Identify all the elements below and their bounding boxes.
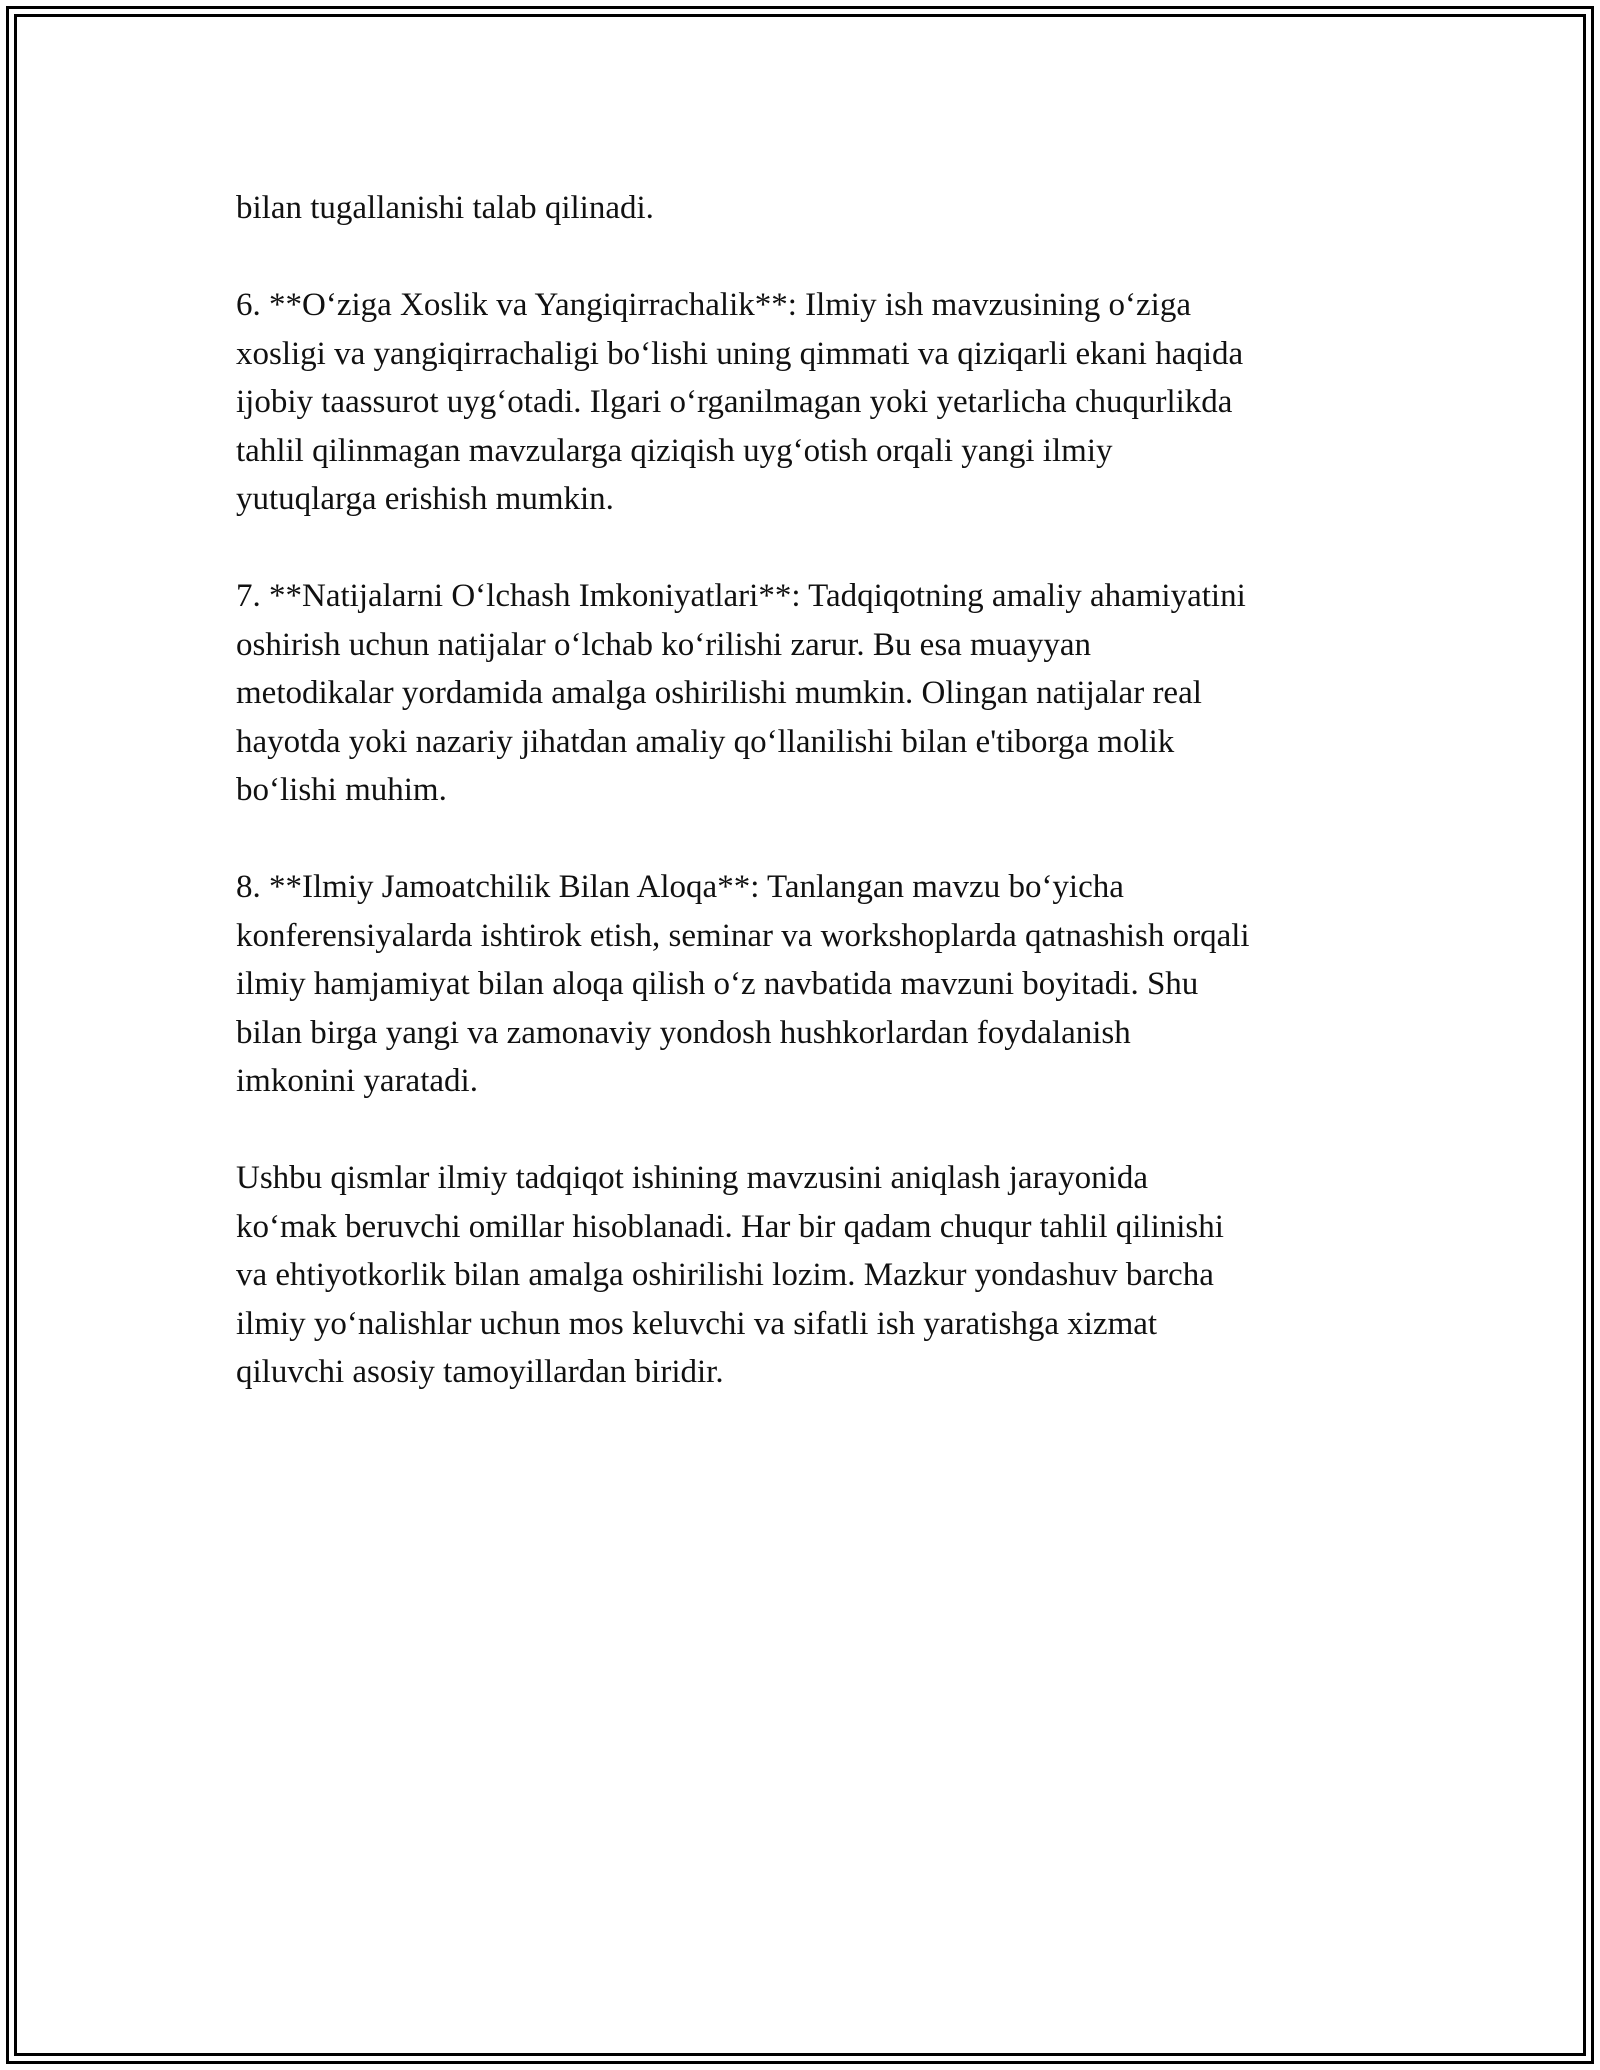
- text-line: oshirish uchun natijalar oʻlchab koʻrilishi zarur. Bu esa muayyan: [236, 626, 1092, 663]
- text-line: konferensiyalarda ishtirok etish, seminar va workshoplarda qatnashish orqali: [236, 917, 1250, 954]
- text-line: ijobiy taassurot uygʻotadi. Ilgari oʻrganilmagan yoki yetarlicha chuqurlikda: [236, 384, 1233, 420]
- text-line: koʻmak beruvchi omillar hisoblanadi. Har bir qadam chuqur tahlil qilinishi: [236, 1208, 1224, 1245]
- text-line: yutuqlarga erishish mumkin.: [236, 481, 614, 517]
- text-line: bilan tugallanishi talab qilinadi.: [236, 190, 654, 226]
- text-line: Ushbu qismlar ilmiy tadqiqot ishining mavzusini aniqlash jarayonida: [236, 1160, 1148, 1196]
- paragraph-item-6: [236, 281, 1376, 524]
- paragraph-item-7: [236, 572, 1376, 815]
- text-line: 8. **Ilmiy Jamoatchilik Bilan Aloqa**: Tanlangan mavzu boʻyicha: [236, 869, 1124, 905]
- text-line: va ehtiyotkorlik bilan amalga oshirilishi lozim. Mazkur yondashuv barcha: [236, 1257, 1214, 1293]
- text-line: tahlil qilinmagan mavzularga qiziqish uygʻotish orqali yangi ilmiy: [236, 432, 1113, 469]
- text-line: hayotda yoki nazariy jihatdan amaliy qoʻllanilishi bilan e'tiborga molik: [236, 723, 1175, 760]
- text-line: metodikalar yordamida amalga oshirilishi mumkin. Olingan natijalar real: [236, 675, 1202, 711]
- text-line: boʻlishi muhim.: [236, 772, 447, 808]
- text-line: bilan birga yangi va zamonaviy yondosh hushkorlardan foydalanish: [236, 1014, 1131, 1051]
- document-body: [236, 184, 1376, 1445]
- text-line: imkonini yaratadi.: [236, 1063, 478, 1099]
- text-line: ilmiy yoʻnalishlar uchun mos keluvchi va sifatli ish yaratishga xizmat: [236, 1305, 1158, 1342]
- paragraph-item-8: [236, 863, 1376, 1106]
- text-line: qiluvchi asosiy tamoyillardan biridir.: [236, 1354, 724, 1390]
- paragraph-conclusion: [236, 1154, 1376, 1397]
- paragraph-continuation: [236, 184, 1376, 233]
- text-line: ilmiy hamjamiyat bilan aloqa qilish oʻz navbatida mavzuni boyitadi. Shu: [236, 966, 1199, 1002]
- text-line: 7. **Natijalarni Oʻlchash Imkoniyatlari**: Tadqiqotning amaliy ahamiyatini: [236, 578, 1246, 614]
- text-line: 6. **Oʻziga Xoslik va Yangiqirrachalik**: Ilmiy ish mavzusining oʻziga: [236, 287, 1192, 323]
- text-line: xosligi va yangiqirrachaligi boʻlishi uning qimmati va qiziqarli ekani haqida: [236, 335, 1244, 372]
